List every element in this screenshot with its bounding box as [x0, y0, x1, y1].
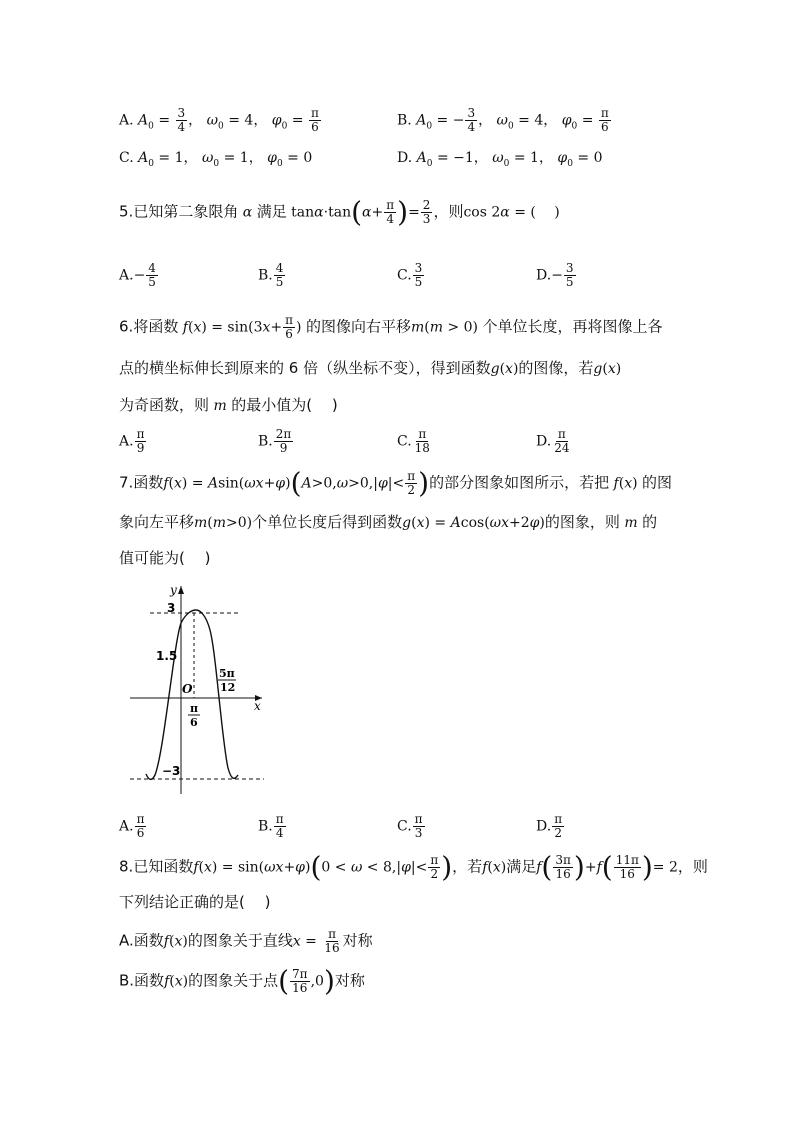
q7-line3: 值可能为( ) — [119, 549, 211, 567]
q7-option-d: D. $\frac{\pi}{2}$ — [536, 812, 563, 840]
tick-5pi-12-den: 12 — [220, 681, 236, 694]
q6-option-a: A. $\frac{\pi}{9}$ — [119, 427, 145, 455]
q5-option-d: D.− $\frac{3}{5}$ — [536, 261, 574, 289]
q6-line2: 点的横坐标伸长到原来的 6 倍（纵坐标不变），得到函数g(x)的图像，若g(x) — [119, 359, 622, 377]
q7-line1: 7.函数f(x) = Asin(ωx+φ)(A>0,ω>0,|φ|< $\frac{\pi}{2}$ )的部分图象如图所示，若把 f(x) 的图 — [119, 466, 673, 500]
q6-option-c: C. $\frac{\pi}{18}$ — [397, 427, 430, 455]
q8-line1: 8.已知函数f(x) = sin(ωx+φ)(0 < ω < 8,|φ|< $\frac{\pi}{2}$ )，若f(x)满足f( $\frac{3\pi}{16}$ )+f( $\frac{11\pi}{16}$ )= 2，则 — [119, 850, 708, 884]
tick-pi-6-num: π — [190, 702, 199, 715]
tick-pi-6-den: 6 — [190, 716, 198, 729]
q7-option-b: B. $\frac{\pi}{4}$ — [258, 812, 284, 840]
tick-5pi-12-num: 5π — [219, 667, 235, 680]
y-max-label: 3 — [167, 601, 176, 615]
q7-sine-graph — [128, 582, 268, 797]
y-min-label: −3 — [162, 764, 181, 778]
q7-option-a: A. $\frac{\pi}{6}$ — [119, 812, 145, 840]
q7-option-c: C. $\frac{\pi}{3}$ — [397, 812, 423, 840]
q5-stem: 5.已知第二象限角 α 满足 tanα·tan(α+ $\frac{\pi}{4}$ )= $\frac{2}{3}$ ，则cos 2α = ( ) — [119, 195, 560, 229]
y-axis-arrow — [178, 586, 184, 594]
q6-option-b: B. $\frac{2\pi}{9}$ — [258, 427, 292, 455]
origin-label: O — [182, 682, 193, 696]
q4-option-d: D. $A_0 = -1$， $\omega_0 = 1$， $\varphi_0 = 0$ — [397, 150, 603, 169]
q4-option-a: A. $A_0$ = $\frac{3}{4}$ ， $\omega_0 = 4$， $\varphi_0$ = $\frac{\pi}{6}$ — [119, 106, 319, 134]
q8-line2: 下列结论正确的是( ) — [119, 893, 271, 911]
q5-option-a: A.− $\frac{4}{5}$ — [119, 261, 156, 289]
q4-option-b: B. $A_0$ = − $\frac{3}{4}$ ， $\omega_0 = 4$， $\varphi_0$ = $\frac{\pi}{6}$ — [397, 106, 609, 134]
x-axis-label: x — [254, 699, 261, 713]
q6-option-d: D. $\frac{\pi}{24}$ — [536, 427, 570, 455]
q6-line1: 6.将函数 f(x) = sin(3x+ $\frac{\pi}{6}$ ) 的图像向右平移m(m > 0) 个单位长度，再将图像上各 — [119, 313, 663, 341]
y-mid-label: 1.5 — [156, 649, 178, 663]
q5-option-b: B. $\frac{4}{5}$ — [258, 261, 284, 289]
q4-option-c: C. $A_0 = 1$， $\omega_0 = 1$， $\varphi_0 = 0$ — [119, 150, 313, 169]
q5-option-c: C. $\frac{3}{5}$ — [397, 261, 423, 289]
q6-line3: 为奇函数，则 m 的最小值为( ) — [119, 396, 338, 414]
y-axis-label: y — [170, 583, 177, 597]
q7-line2: 象向左平移m(m>0)个单位长度后得到函数g(x) = Acos(ωx+2φ)的图象，则 m 的 — [119, 513, 658, 531]
q8-option-a: A.函数f(x)的图象关于直线x = $\frac{\pi}{16}$ 对称 — [119, 927, 373, 955]
q8-option-b: B.函数f(x)的图象关于点( $\frac{7\pi}{16}$ ,0)对称 — [119, 964, 365, 998]
